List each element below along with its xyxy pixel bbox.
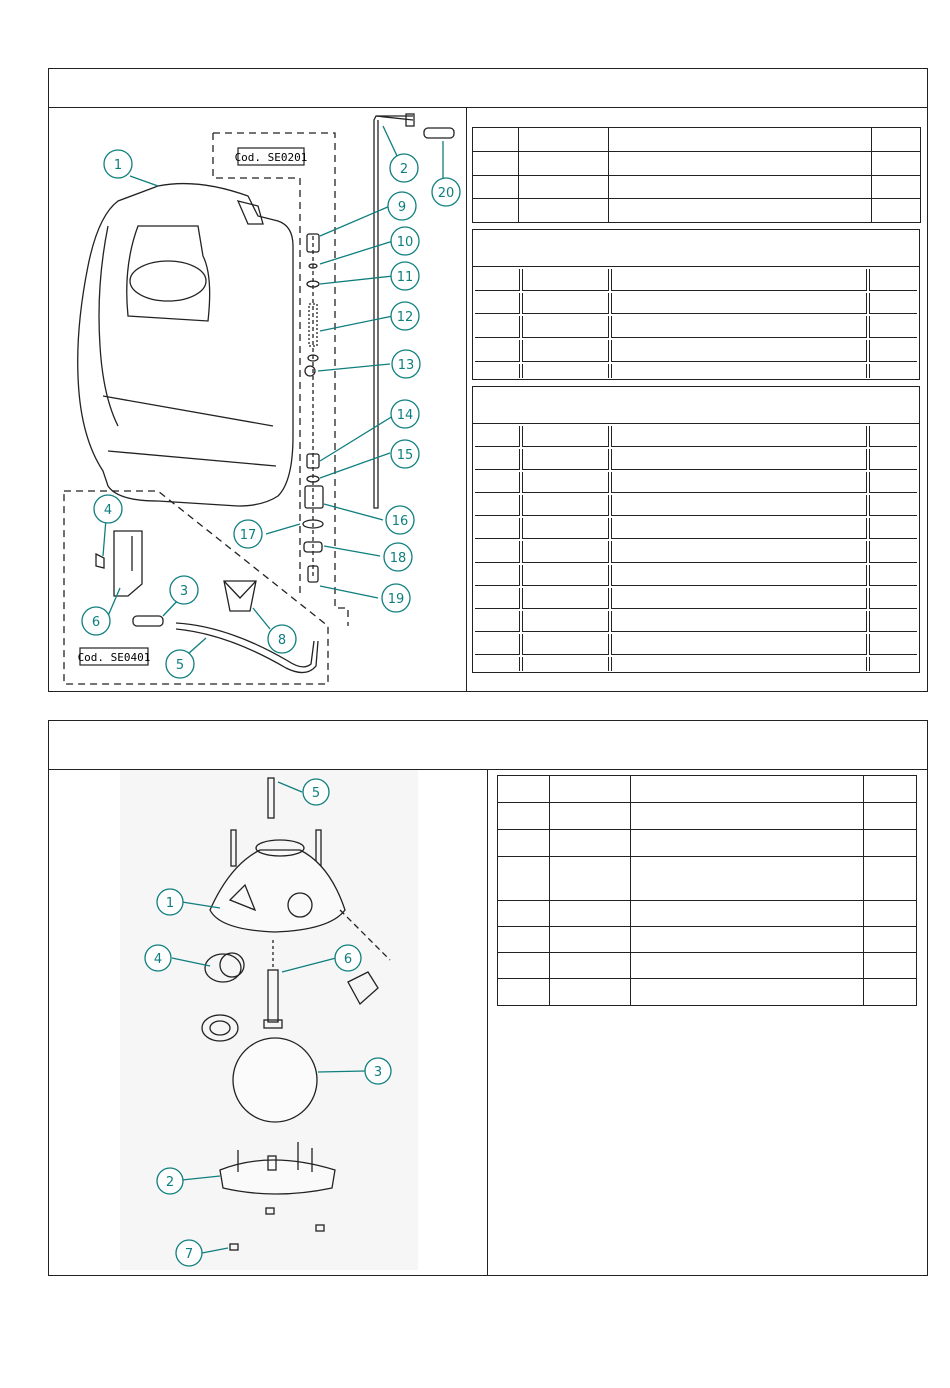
parts-table-bottom [497,775,917,1006]
parts-table-se0201 [473,267,919,380]
lamp-callout-4 [145,945,171,971]
table-row [498,803,917,830]
svg-text:4: 4 [153,952,163,967]
svg-text:1: 1 [165,896,175,911]
svg-text:2: 2 [165,1175,175,1190]
lamp-callout-3 [365,1058,391,1084]
svg-text:12: 12 [396,310,414,325]
callout-14 [391,400,419,428]
bottom-panel-divider [487,769,488,1275]
code-label-se0401 [78,648,151,665]
table-row [473,175,921,199]
table-row [475,449,917,470]
dispenser-exploded-diagram [48,106,466,692]
code-label-se0201 [235,148,308,165]
table-row [498,979,917,1006]
table-row [475,472,917,493]
svg-text:5: 5 [311,786,321,801]
callout-12 [391,302,419,330]
parts-table-top-1 [472,127,921,223]
parts-table-se0401 [473,424,919,673]
top-panel-divider [466,107,467,691]
svg-text:13: 13 [397,358,415,373]
callout-19 [382,584,410,612]
svg-text:2: 2 [399,162,409,177]
svg-text:16: 16 [391,514,409,529]
svg-text:5: 5 [175,658,185,673]
lamp-callout-5 [303,779,329,805]
table-row [498,830,917,857]
callout-3 [170,576,198,604]
callout-5 [166,650,194,678]
svg-text:8: 8 [277,633,287,648]
callout-18 [384,543,412,571]
callout-13 [392,350,420,378]
table-row [475,316,917,338]
table-row [475,541,917,562]
table-row [498,927,917,953]
table-row [498,901,917,927]
svg-text:3: 3 [179,584,189,599]
table-row [475,565,917,586]
svg-text:14: 14 [396,408,414,423]
table-row [473,199,921,223]
table-row [475,611,917,632]
callout-8 [268,625,296,653]
svg-text:20: 20 [437,186,455,201]
callout-11 [391,262,419,290]
table-row [498,953,917,979]
lamp-callout-1 [157,889,183,915]
table-row [498,776,917,803]
table-row [475,269,917,291]
lamp-exploded-diagram [120,770,418,1270]
svg-text:Cod. SE0201: Cod. SE0201 [234,151,308,164]
svg-text:Cod. SE0401: Cod. SE0401 [77,651,151,664]
group-title [473,230,919,267]
table-row [473,128,921,152]
svg-text:1: 1 [113,158,123,173]
callout-15 [391,440,419,468]
table-row [475,657,917,671]
svg-text:17: 17 [239,528,257,543]
svg-text:6: 6 [343,952,353,967]
top-panel-header [49,69,927,108]
callout-20 [432,178,460,206]
svg-text:15: 15 [396,448,414,463]
svg-text:6: 6 [91,615,101,630]
svg-text:10: 10 [396,235,414,250]
svg-text:19: 19 [387,592,405,607]
table-row [475,495,917,516]
table-row [475,364,917,378]
table-row [475,634,917,655]
table-row [475,588,917,609]
svg-text:9: 9 [397,200,407,215]
parts-group-se0401 [472,386,920,673]
svg-text:4: 4 [103,503,113,518]
callout-4 [94,495,122,523]
parts-group-se0201 [472,229,920,380]
svg-text:3: 3 [373,1065,383,1080]
svg-text:11: 11 [396,270,414,285]
table-row [475,518,917,539]
bottom-panel-header [49,721,927,770]
table-row [498,857,917,901]
table-row [475,340,917,362]
callout-1 [104,150,132,178]
callout-17 [234,520,262,548]
svg-text:18: 18 [389,551,407,566]
lamp-callout-2 [157,1168,183,1194]
callout-2 [390,154,418,182]
lamp-callout-7 [176,1240,202,1266]
callout-10 [391,227,419,255]
svg-text:7: 7 [184,1247,194,1262]
table-row [475,426,917,447]
group-title [473,387,919,424]
lamp-callout-6 [335,945,361,971]
callout-6 [82,607,110,635]
table-row [475,293,917,315]
callout-16 [386,506,414,534]
table-row [473,151,921,175]
callout-9 [388,192,416,220]
